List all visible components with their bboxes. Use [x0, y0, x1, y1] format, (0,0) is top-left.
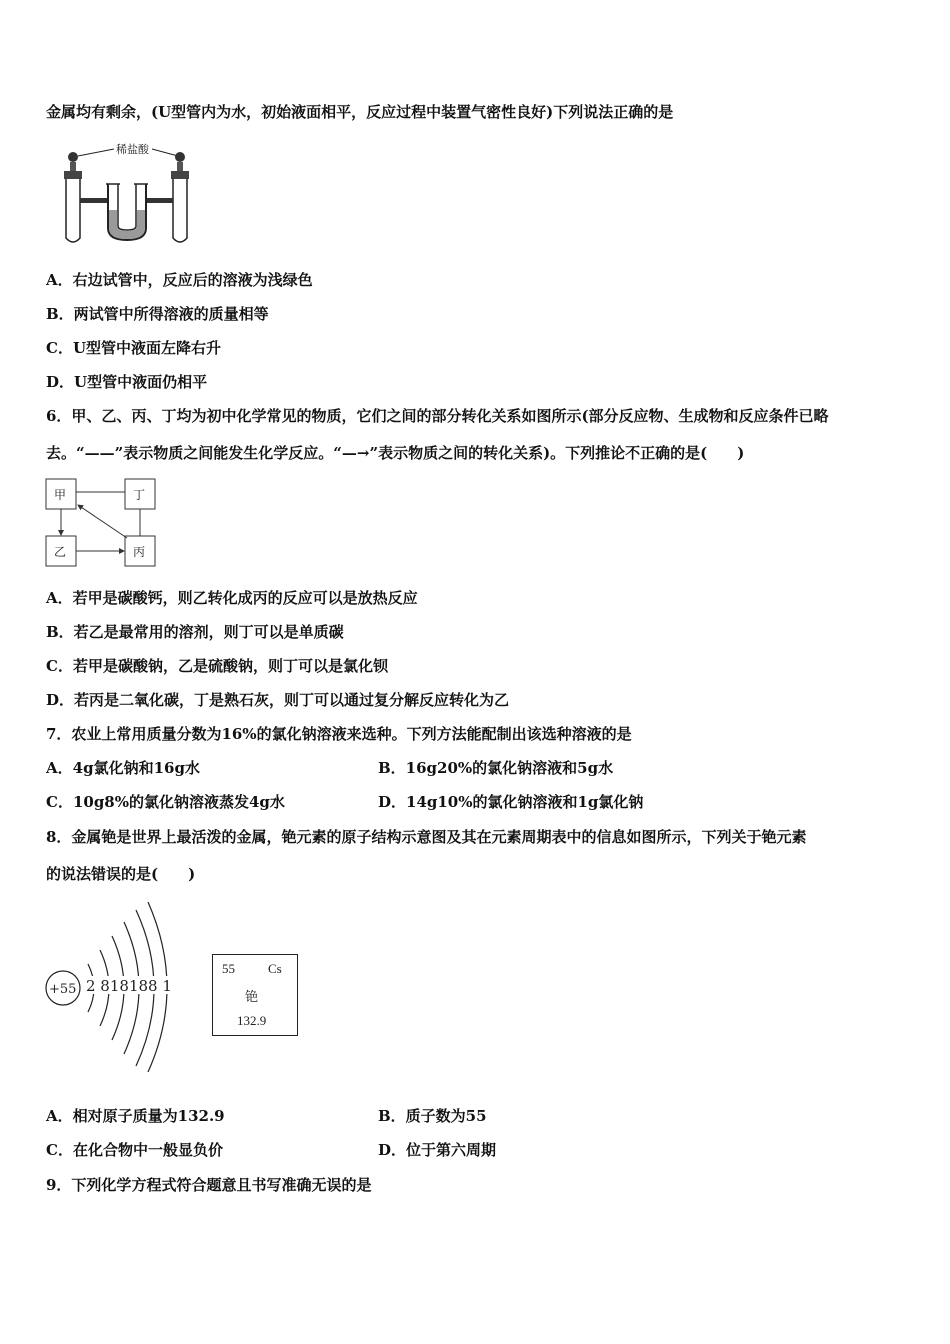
q7-stem: 7．农业上常用质量分数为16%的氯化钠溶液来选种。下列方法能配制出该选种溶液的是 [46, 725, 632, 743]
q8-option-c: C．在化合物中一般显负价 [46, 1141, 223, 1159]
q6-option-c: C．若甲是碳酸钠，乙是硫酸钠，则丁可以是氯化钡 [46, 657, 388, 675]
q5-option-d: D．U型管中液面仍相平 [46, 373, 208, 391]
node-yi: 乙 [54, 545, 67, 559]
element-name: 铯 [245, 989, 259, 1004]
edge-bing-jia [78, 505, 127, 538]
q6-option-d: D．若丙是二氧化碳，丁是熟石灰，则丁可以通过复分解反应转化为乙 [46, 691, 510, 709]
q8-stem-line-2: 的说法错误的是( ) [46, 865, 196, 883]
node-bing: 丙 [133, 545, 146, 559]
element-symbol: Cs [268, 961, 282, 976]
q8-option-a: A．相对原子质量为132.9 [46, 1107, 225, 1125]
cesium-atomic-structure-diagram [44, 900, 184, 1072]
q7-option-c: C．10g8%的氯化钠溶液蒸发4g水 [46, 793, 285, 811]
q5-option-b: B．两试管中所得溶液的质量相等 [46, 305, 269, 323]
q5-option-a: A．右边试管中，反应后的溶液为浅绿色 [46, 271, 313, 289]
q7-option-a: A．4g氯化钠和16g水 [46, 759, 200, 777]
atomic-mass: 132.9 [237, 1013, 267, 1028]
node-ding: 丁 [133, 488, 146, 502]
atomic-number: 55 [222, 961, 235, 976]
question-5-stem-continuation: 金属均有剩余，(U型管内为水，初始液面相平，反应过程中装置气密性良好)下列说法正确的是 [46, 103, 674, 121]
q7-option-b: B．16g20%的氯化钠溶液和5g水 [378, 759, 614, 777]
q6-stem-line-2: 去。“——”表示物质之间能发生化学反应。“—→”表示物质之间的转化关系)。下列推论不正确的是( ) [46, 444, 745, 462]
u-tube-apparatus-figure [56, 140, 201, 246]
nucleus-charge: +55 [49, 982, 77, 997]
q7-option-d: D．14g10%的氯化钠溶液和1g氯化钠 [378, 793, 644, 811]
q6-option-b: B．若乙是最常用的溶剂，则丁可以是单质碳 [46, 623, 344, 641]
electron-shells: 2 818188 1 [86, 977, 172, 995]
node-jia: 甲 [54, 488, 67, 502]
periodic-table-cell [212, 954, 298, 1036]
q6-option-a: A．若甲是碳酸钙，则乙转化成丙的反应可以是放热反应 [46, 589, 418, 607]
q5-option-c: C．U型管中液面左降右升 [46, 339, 222, 357]
dilute-hcl-label: 稀盐酸 [116, 143, 149, 156]
q9-stem: 9．下列化学方程式符合题意且书写准确无误的是 [46, 1176, 372, 1194]
q8-option-b: B．质子数为55 [378, 1107, 487, 1125]
q6-relationship-diagram [45, 478, 157, 568]
q8-stem-line-1: 8．金属铯是世界上最活泼的金属，铯元素的原子结构示意图及其在元素周期表中的信息如图所示，下列关于铯元素 [46, 828, 807, 846]
q6-stem-line-1: 6．甲、乙、丙、丁均为初中化学常见的物质，它们之间的部分转化关系如图所示(部分反应物、生成物和反应条件已略 [46, 407, 829, 425]
q8-option-d: D．位于第六周期 [378, 1141, 497, 1159]
